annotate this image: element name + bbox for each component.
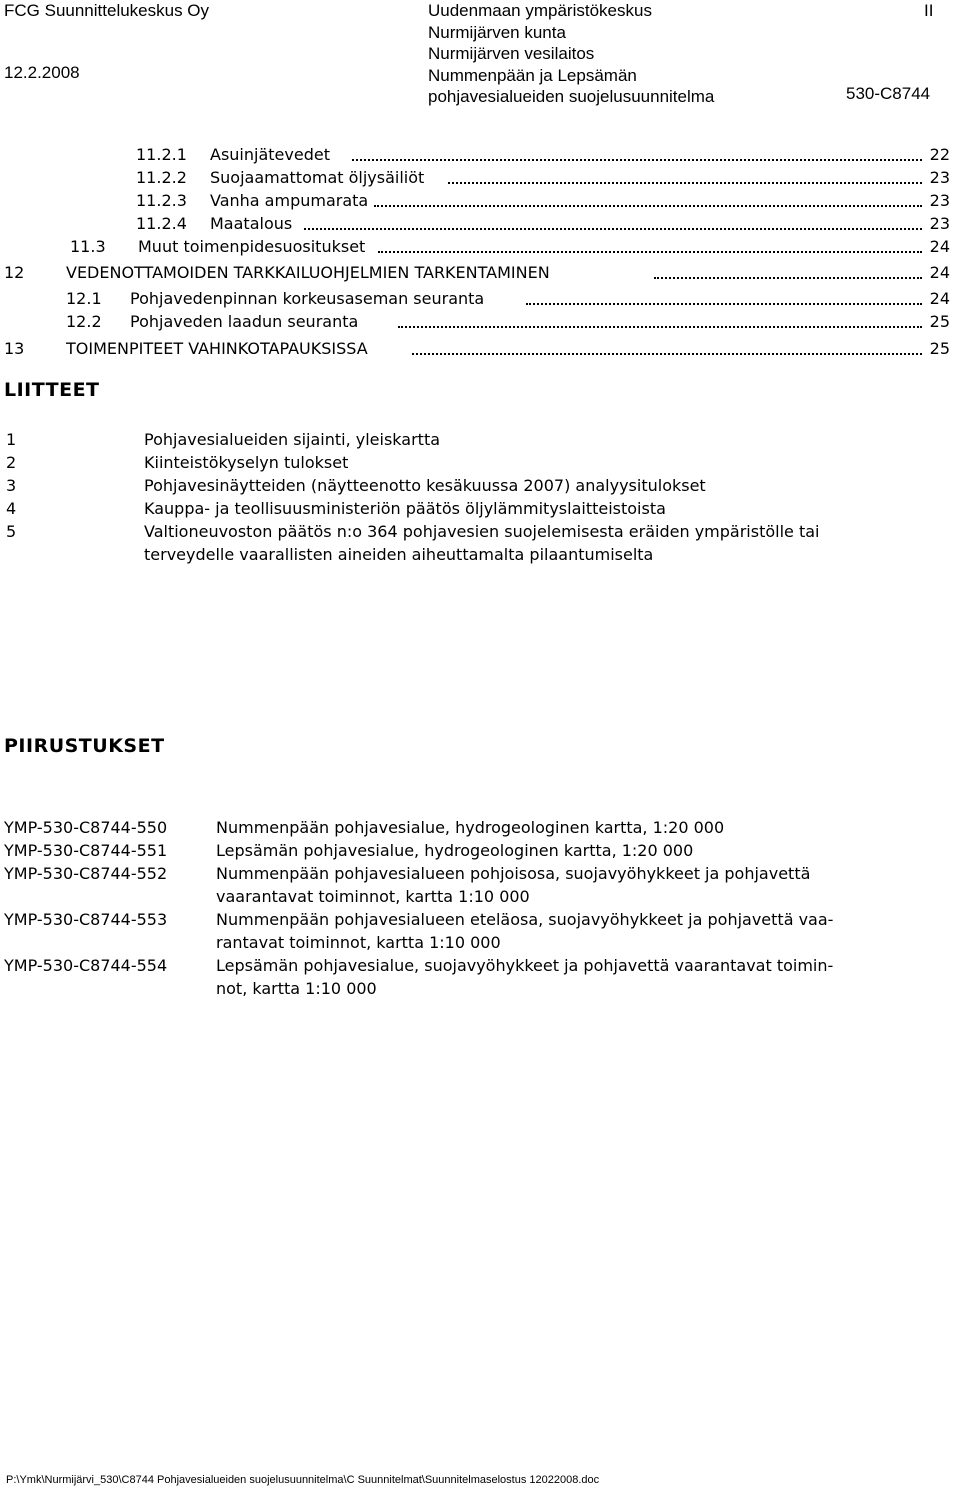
company-name: FCG Suunnittelukeskus Oy bbox=[4, 1, 210, 20]
toc-leader bbox=[378, 235, 922, 253]
toc-entry bbox=[0, 143, 960, 167]
toc-title: Muut toimenpidesuositukset bbox=[138, 237, 366, 256]
drawing-text: Lepsämän pohjavesialue, suojavyöhykkeet ja pohjavettä vaarantavat toimin- bbox=[216, 956, 834, 975]
toc-leader bbox=[398, 310, 922, 328]
project-code: 530-C8744 bbox=[846, 84, 931, 103]
drawing-text: Lepsämän pohjavesialue, hydrogeologinen kartta, 1:20 000 bbox=[216, 841, 694, 860]
appendix-text: Pohjavesialueiden sijainti, yleiskartta bbox=[144, 430, 441, 449]
appendix-text: Kauppa- ja teollisuusministeriön päätös öljylämmityslaitteistoista bbox=[144, 499, 666, 518]
appendix-number: 3 bbox=[6, 476, 17, 495]
toc-number: 11.2.2 bbox=[136, 168, 187, 187]
drawing-code: YMP-530-C8744-550 bbox=[4, 818, 168, 837]
toc-page: 24 bbox=[929, 289, 950, 308]
appendix-number: 5 bbox=[6, 522, 17, 541]
client-line: Nurmijärven vesilaitos bbox=[428, 44, 595, 63]
toc-number: 12.1 bbox=[66, 289, 102, 308]
toc-page: 23 bbox=[929, 214, 950, 233]
toc-number: 11.2.3 bbox=[136, 191, 187, 210]
toc-title: VEDENOTTAMOIDEN TARKKAILUOHJELMIEN TARKENTAMINEN bbox=[66, 263, 550, 282]
toc-title: Suojaamattomat öljysäiliöt bbox=[210, 168, 425, 187]
toc-page: 24 bbox=[929, 263, 950, 282]
toc-entry bbox=[0, 212, 960, 236]
drawing-code: YMP-530-C8744-551 bbox=[4, 841, 168, 860]
toc-number: 13 bbox=[4, 339, 25, 358]
toc-title: Asuinjätevedet bbox=[210, 145, 330, 164]
toc-entry bbox=[0, 261, 960, 285]
toc-entry bbox=[0, 287, 960, 311]
toc-title: Maatalous bbox=[210, 214, 293, 233]
toc-page: 22 bbox=[929, 145, 950, 164]
document-date: 12.2.2008 bbox=[4, 63, 80, 82]
toc-leader bbox=[448, 166, 922, 184]
client-line: pohjavesialueiden suojelusuunnitelma bbox=[428, 87, 715, 106]
client-block bbox=[428, 0, 714, 108]
toc-number: 11.2.1 bbox=[136, 145, 187, 164]
toc-leader bbox=[374, 189, 922, 207]
toc-title: Vanha ampumarata bbox=[210, 191, 369, 210]
drawing-code: YMP-530-C8744-552 bbox=[4, 864, 168, 883]
toc-number: 12 bbox=[4, 263, 25, 282]
toc-entry bbox=[0, 166, 960, 190]
toc-page: 25 bbox=[929, 312, 950, 331]
client-line: Nurmijärven kunta bbox=[428, 22, 566, 42]
client-line: Nummenpään ja Lepsämän bbox=[428, 65, 637, 85]
drawing-text: Nummenpään pohjavesialue, hydrogeologinen kartta, 1:20 000 bbox=[216, 818, 725, 837]
toc-title: Pohjaveden laadun seuranta bbox=[130, 312, 359, 331]
appendix-text: Pohjavesinäytteiden (näytteenotto kesäkuussa 2007) analyysitulokset bbox=[144, 476, 706, 495]
drawings-heading: PIIRUSTUKSET bbox=[4, 735, 165, 757]
toc-page: 24 bbox=[929, 237, 950, 256]
toc-entry bbox=[0, 310, 960, 334]
toc-entry bbox=[0, 189, 960, 213]
client-line: Uudenmaan ympäristökeskus bbox=[428, 1, 652, 20]
appendix-text: terveydelle vaarallisten aineiden aiheuttamalta pilaantumiselta bbox=[144, 545, 654, 564]
toc-number: 11.3 bbox=[70, 237, 106, 256]
drawing-code: YMP-530-C8744-553 bbox=[4, 910, 168, 929]
appendix-number: 1 bbox=[6, 430, 17, 449]
drawing-code: YMP-530-C8744-554 bbox=[4, 956, 168, 975]
file-path-footer: P:\Ymk\Nurmijärvi_530\C8744 Pohjavesialueiden suojelusuunnitelma\C Suunnitelmat\Suunnitelmaselostus 12022008.doc bbox=[6, 1474, 600, 1486]
appendices-heading: LIITTEET bbox=[4, 379, 100, 401]
toc-number: 12.2 bbox=[66, 312, 102, 331]
appendix-number: 4 bbox=[6, 499, 17, 518]
toc-page: 23 bbox=[929, 191, 950, 210]
toc-page: 23 bbox=[929, 168, 950, 187]
drawing-text: Nummenpään pohjavesialueen eteläosa, suojavyöhykkeet ja pohjavettä vaa- bbox=[216, 910, 834, 929]
toc-page: 25 bbox=[929, 339, 950, 358]
appendix-number: 2 bbox=[6, 453, 17, 472]
toc-leader bbox=[304, 212, 922, 230]
toc-leader bbox=[412, 337, 922, 355]
toc-leader bbox=[654, 261, 922, 279]
page-number: II bbox=[924, 1, 934, 20]
toc-title: TOIMENPITEET VAHINKOTAPAUKSISSA bbox=[66, 339, 368, 358]
toc-entry bbox=[0, 337, 960, 361]
appendix-text: Kiinteistökyselyn tulokset bbox=[144, 453, 349, 472]
drawing-text: Nummenpään pohjavesialueen pohjoisosa, suojavyöhykkeet ja pohjavettä bbox=[216, 864, 811, 883]
drawing-text: not, kartta 1:10 000 bbox=[216, 979, 377, 998]
appendix-text: Valtioneuvoston päätös n:o 364 pohjavesien suojelemisesta eräiden ympäristölle tai bbox=[144, 522, 820, 541]
toc-leader bbox=[526, 287, 922, 305]
drawing-text: vaarantavat toiminnot, kartta 1:10 000 bbox=[216, 887, 530, 906]
drawing-text: rantavat toiminnot, kartta 1:10 000 bbox=[216, 933, 501, 952]
toc-leader bbox=[352, 143, 922, 161]
toc-entry bbox=[0, 235, 960, 259]
toc-number: 11.2.4 bbox=[136, 214, 187, 233]
toc-title: Pohjavedenpinnan korkeusaseman seuranta bbox=[130, 289, 485, 308]
